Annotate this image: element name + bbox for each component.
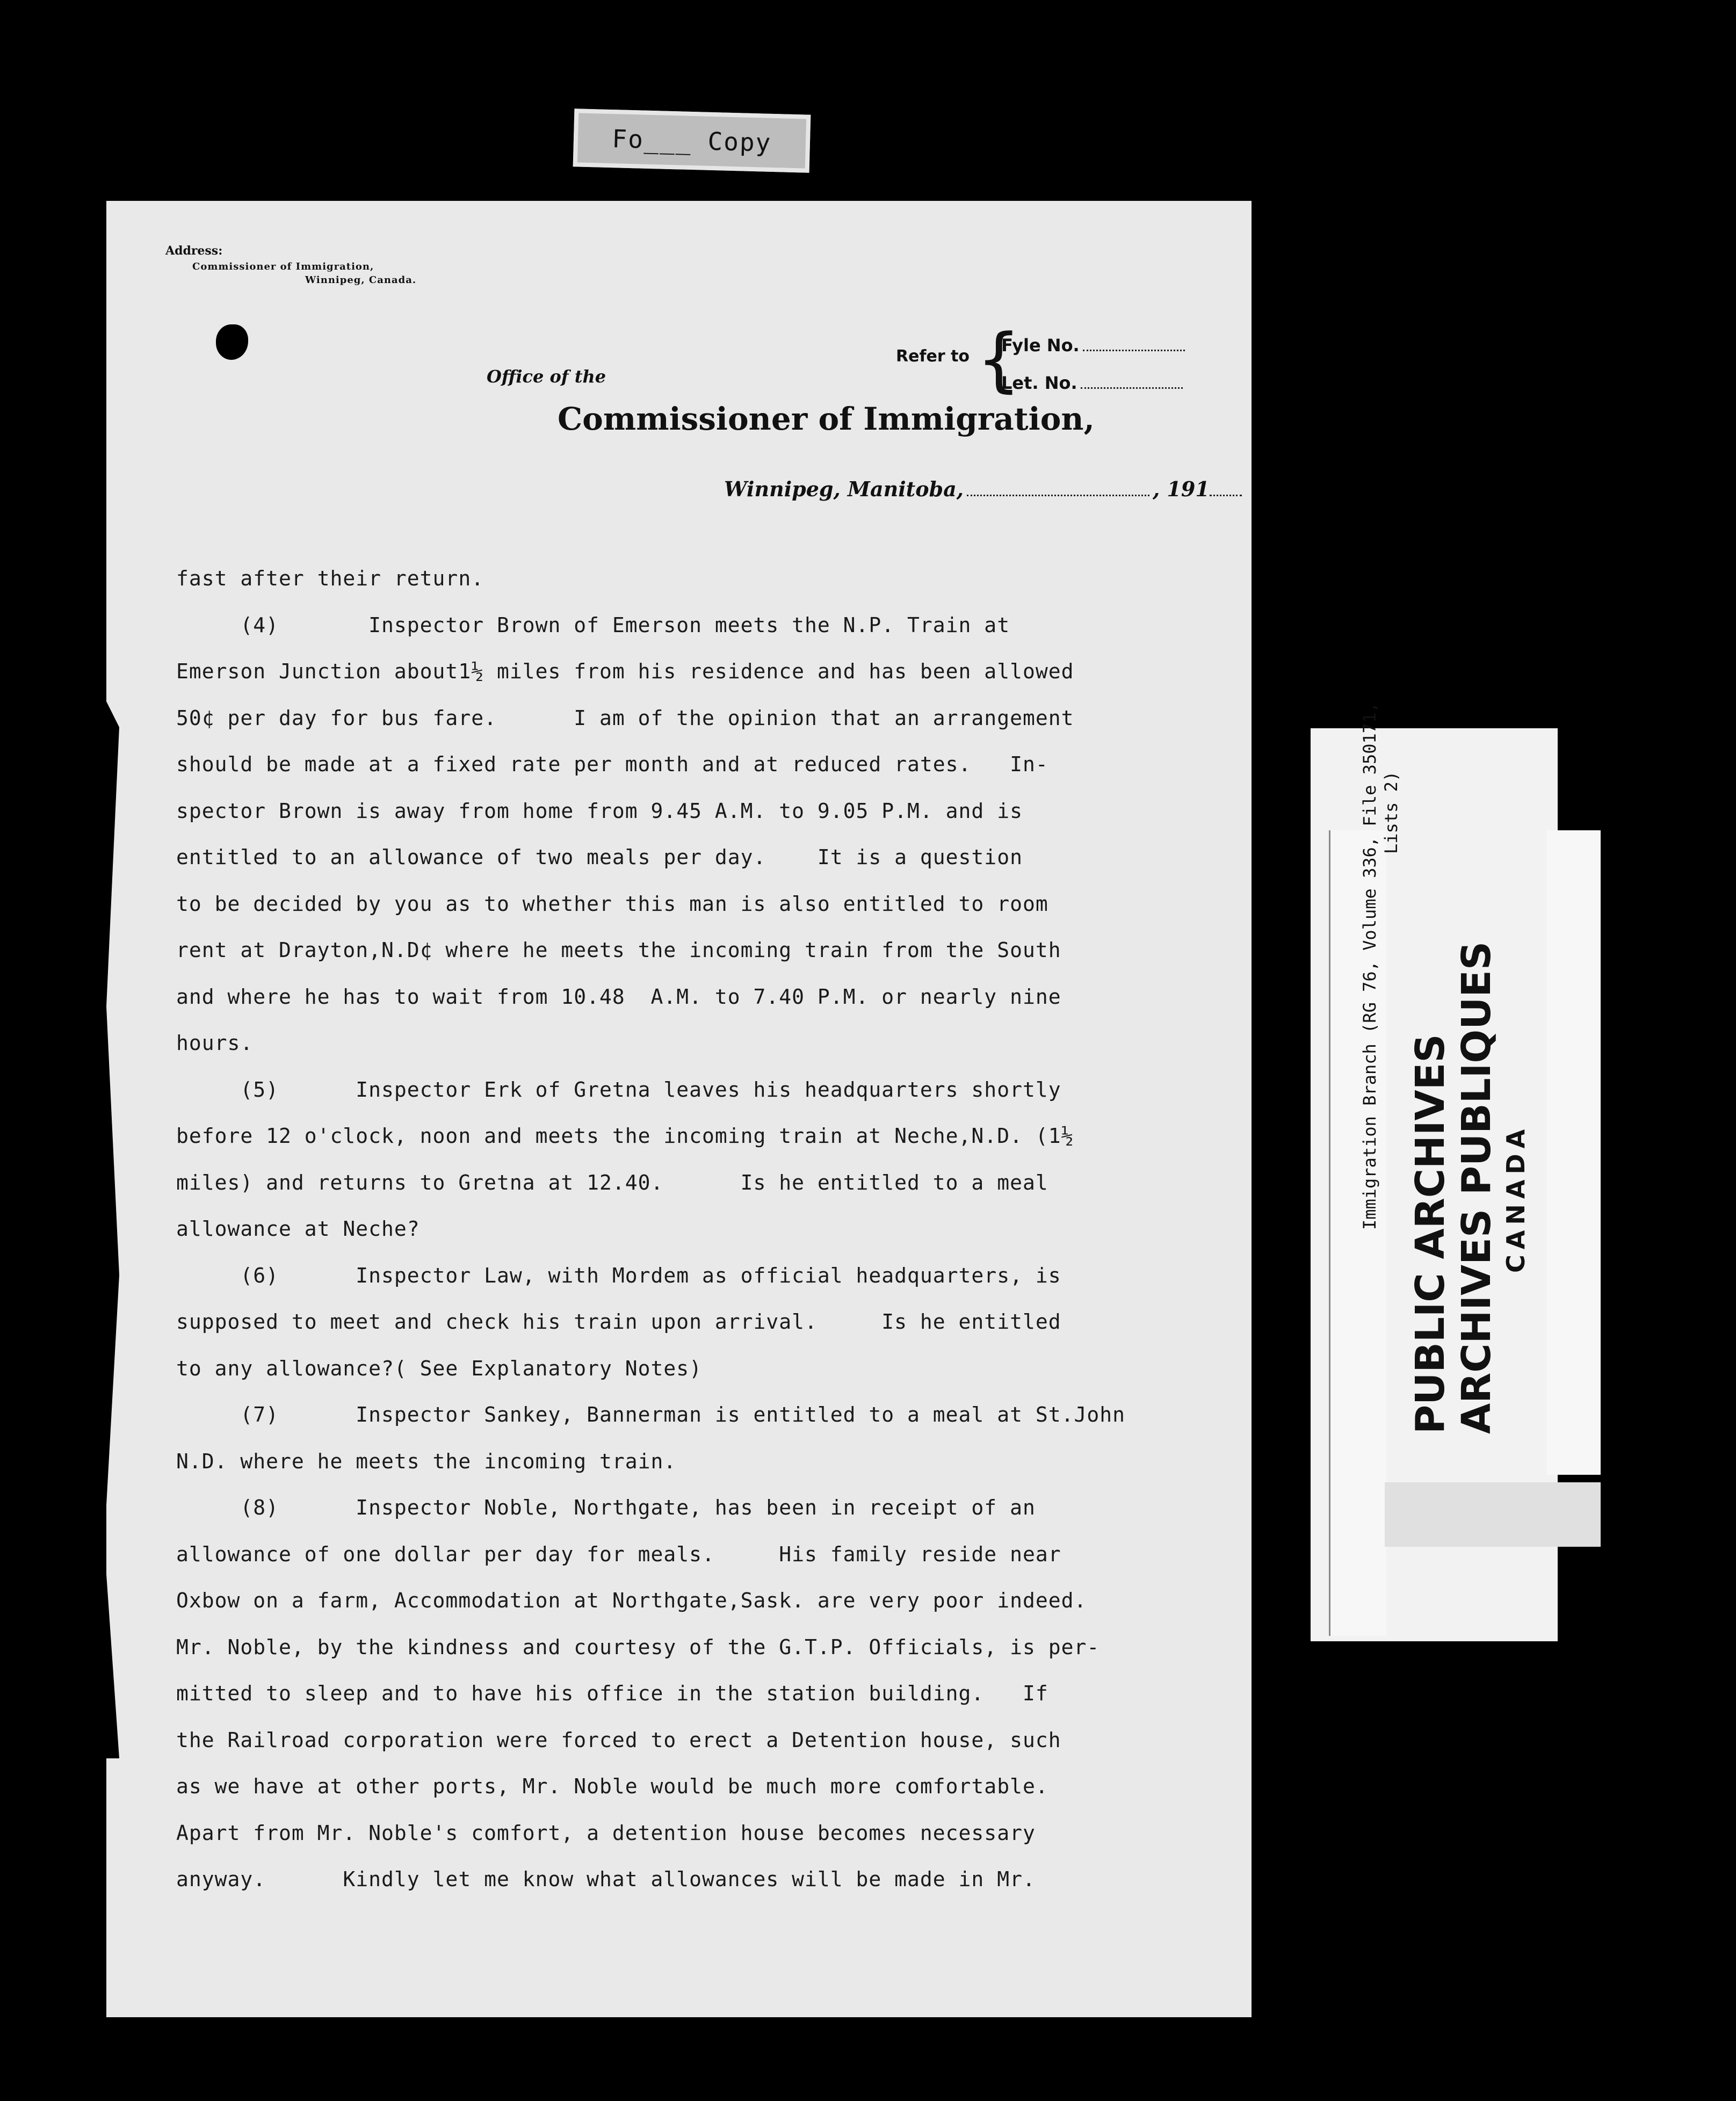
refer-to-label: Refer to [896,347,970,366]
body-line: entitled to an allowance of two meals per day. It is a question [176,845,1023,869]
year: , 191 [1152,477,1210,501]
place: Winnipeg, Manitoba, [724,477,964,501]
archive-slip-edge [1547,830,1601,1475]
body-line: (8) Inspector Noble, Northgate, has been in receipt of an [176,1496,1036,1519]
office-of-the: Office of the [487,366,606,387]
body-line: Emerson Junction about1½ miles from his residence and has been allowed [176,660,1074,683]
archive-slip-bottom [1385,1482,1601,1547]
body-line: allowance at Neche? [176,1217,420,1241]
address-label: Address: [165,244,223,258]
file-copy-tag: Fo___ Copy [573,108,811,172]
body-line: mitted to sleep and to have his office in the station building. If [176,1682,1048,1705]
letterhead-address [165,244,416,286]
archive-reference: Immigration Branch (RG 76, Volume 336, File 350171, Lists 2) [1359,702,1401,1230]
letter-page [106,201,1252,2017]
body-line: to be decided by you as to whether this man is also entitled to room [176,892,1048,916]
body-line: fast after their return. [176,567,484,590]
body-line: anyway. Kindly let me know what allowances will be made in Mr. [176,1867,1036,1891]
stamp-line1: PUBLIC ARCHIVES [1407,1034,1453,1434]
body-line: and where he has to wait from 10.48 A.M. to 7.40 P.M. or nearly nine [176,984,1061,1009]
body-line: miles) and returns to Gretna at 12.40. Is he entitled to a meal [176,1170,1048,1194]
ink-blot [216,324,248,360]
body-line: 50¢ per day for bus fare. I am of the opinion that an arrangement [176,706,1074,730]
stamp-line3: CANADA [1501,1124,1530,1273]
let-no-field: Let. No. [1001,373,1183,393]
body-line: supposed to meet and check his train upon arrival. Is he entitled [176,1310,1061,1334]
archives-stamp [1407,941,1532,1434]
body-line: as we have at other ports, Mr. Noble would be much more comfortable. [176,1774,1048,1798]
body-line: N.D. where he meets the incoming train. [176,1449,677,1473]
body-line: (5) Inspector Erk of Gretna leaves his headquarters shortly [176,1077,1061,1102]
body-line: spector Brown is away from home from 9.45 A.M. to 9.05 P.M. and is [176,799,1023,823]
brace-icon: { [977,318,1021,400]
place-date-line [724,477,1242,501]
body-line: should be made at a fixed rate per month and at reduced rates. In- [176,752,1048,776]
body-line: (7) Inspector Sankey, Bannerman is entitled to a meal at St.John [176,1403,1125,1426]
body-line: Apart from Mr. Noble's comfort, a detention house becomes necessary [176,1821,1036,1845]
body-line: allowance of one dollar per day for meals. His family reside near [176,1542,1061,1566]
stamp-line2: ARCHIVES PUBLIQUES [1453,941,1500,1434]
body-line: Oxbow on a farm, Accommodation at Northgate,Sask. are very poor indeed. [176,1589,1087,1612]
body-line: Mr. Noble, by the kindness and courtesy of the G.T.P. Officials, is per- [176,1635,1100,1659]
body-line: the Railroad corporation were forced to erect a Detention house, such [176,1728,1061,1752]
body-line: (4) Inspector Brown of Emerson meets the N.P. Train at [176,613,1010,637]
body-line: before 12 o'clock, noon and meets the incoming train at Neche,N.D. (1½ [176,1124,1074,1148]
body-line: rent at Drayton,N.D¢ where he meets the incoming train from the South [176,938,1061,962]
address-line1: Commissioner of Immigration, [192,261,374,272]
address-line2: Winnipeg, Canada. [305,274,417,286]
body-line: hours. [176,1031,254,1055]
commissioner-heading: Commissioner of Immigration, [558,401,1095,437]
body-line: to any allowance?( See Explanatory Notes) [176,1356,702,1380]
body-line: (6) Inspector Law, with Mordem as official headquarters, is [176,1263,1061,1287]
letter-body [176,555,1218,1903]
fyle-no-field: Fyle No. [1001,335,1185,356]
